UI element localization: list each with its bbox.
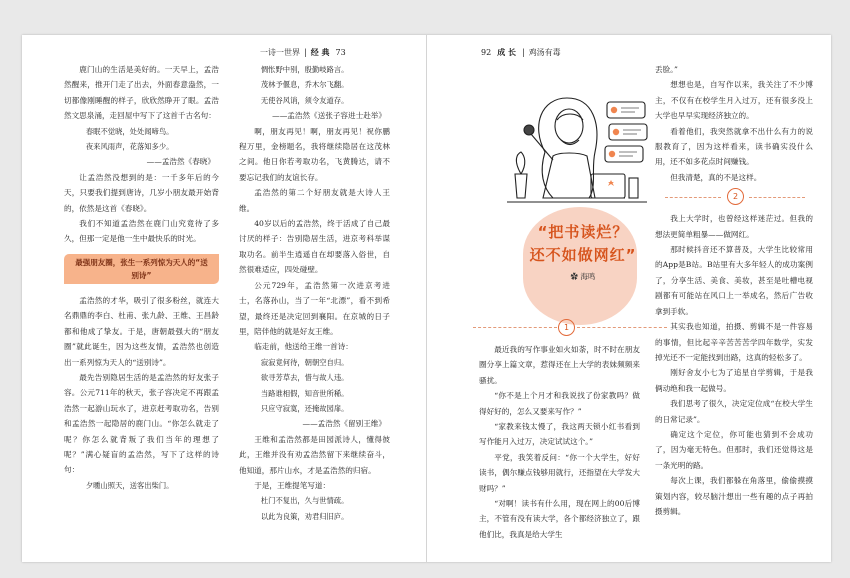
left-column-1 [64,62,219,493]
paragraph: 每次上课，我们都躲在角落里，偷偷摸摸策划内容，较尽脑汁想出一些有趣的点子再拍摄剪辑。 [655,476,813,516]
poem-citation: ——孟浩然《留别王维》 [302,419,386,429]
header-section: 成 长 [497,47,516,57]
poem-citation: ——孟浩然《送张子容进士赴举》 [272,111,386,121]
divider [665,197,721,198]
paragraph: 我们不知道孟浩然在鹿门山究竟待了多久，但那一定是他一生中最快乐的时光。 [64,219,219,244]
article-title [523,221,643,267]
article-author: ✿ 海鸣 [570,272,596,281]
poem-citation: ——孟浩然《春晓》 [146,157,215,167]
paragraph: 那时候抖音还不算普及，大学生比较常用的App是B站。B站里有大多年轻人的成功案例了，分享生活、美食、美妆，甚至是吐槽电视剧都有可能站在风口上一举成名，然后广告收拿到手软。 [655,245,813,316]
paragraph: 最先告别隐居生活的是孟浩然的好友张子容。公元711年的秋天，张子容决定不再跟孟浩然一起游山玩水了，进京赶考取功名，告别和孟浩然一起隐居的鹿门山。“你怎么就走了呢？你怎么就背叛了我们当年的理想了呢？”满心疑盲的孟浩然，写下了这样的诗句： [64,372,219,475]
paragraph: 看着他们，我突然就拿不出什么有力的说服教育了，因为这样看来，读书确实没什么用，还不如多花点时间赚钱。 [655,126,813,167]
poem-line: 寂寂竟何待，朝朝空自归。 [260,357,349,367]
section-2-divider [655,185,813,211]
header-topic: 鸡汤有毒 [528,48,561,57]
right-page [427,35,831,562]
paragraph: 丢脸。” [655,65,678,74]
poem-line: 春眠不觉晓，处处闻啼鸟。 [85,126,174,136]
divider [577,327,667,328]
poem-line: 以此为良策，劝君归旧庐。 [260,511,349,521]
paragraph: “家教来钱太慢了，我这两天锁小红书看到写作能月入过万，决定试试这个。” [479,422,640,447]
paragraph: 想想也是，自写作以来，我关注了不少博主，不仅有在校学生月入过万，还有很多没上大学也早早实现经济独立的。 [655,80,813,121]
subheading: 最强朋友圈，张生一系列惊为天人的“送别诗” [64,254,219,284]
book-spread [22,35,831,562]
paragraph: 临走前，他送给王维一首诗： [254,342,353,352]
right-column-1 [479,342,640,542]
poem-line: 当路谁相假，知音世所稀。 [260,388,349,398]
divider [749,197,805,198]
title-line-2: 还不如做网红” [529,246,637,264]
poem-line: 杜门不复出，久与世情疏。 [260,496,349,506]
left-page-header: 一诗一世界 | 经 典 73 [260,47,346,57]
paragraph: 我上大学时，也曾经这样迷茫过。但我的想法更简单粗暴——做网红。 [655,214,813,239]
poem-line: 无使谷风诮，须令友道存。 [260,95,349,105]
paragraph: 其实我也知道，拍摄、剪辑不是一件容易的事情，但比起辛辛苦苦苦学四年数学，实发掉光还不一定能找到出路，这真的轻松多了。 [655,322,813,362]
paragraph: “你不是上个月才和我说找了份家教吗？做得好好的，怎么又要来写作？” [479,391,640,416]
paragraph: 于是，王维提笔写道： [254,480,331,490]
poem-line: 夕曛山照天，送客出柴门。 [85,480,174,490]
paragraph: 孟浩然的第二个好朋友就是大诗人王维。 [239,188,390,213]
paragraph: “对啊！读书有什么用，现在网上的00后博主，不管有没有读大学，各个都经济独立了，跟他们比，我真是给大学生 [479,499,640,539]
paragraph: 啊，朋友再见！啊，朋友再见！祝你鹏程万里，金榜题名，我将继续隐居在这茂林之间。他日你若考取功名，飞黄腾达，请不要忘记我们的友谊长存。 [239,126,390,182]
poem-line: 欲寻芳草去，惜与故人违。 [260,373,349,383]
poem-line: 夜来风雨声，花落知多少。 [85,142,174,152]
left-column-2 [239,62,390,524]
girl-with-laptop-illustration [497,90,657,212]
poem-line: 只应守寂寞，还掩故园扉。 [260,403,349,413]
paragraph: 刚好舍友小七为了追星自学剪辑，于是我俩动绝和我一起做号。 [655,368,813,393]
paragraph: 我们思考了很久，决定定位成“在校大学生的日常记录”。 [655,399,813,424]
paragraph: 公元729年，孟浩然第一次进京考进士，名落孙山，当了一年“北漂”，看不到希望，最终还是决定回到襄阳。在京城的日子里，陪伴他的就是好友王维。 [239,280,390,336]
right-page-header: 92 成 长 | 鸡汤有毒 [481,47,561,57]
title-line-1: “把书读烂？ [537,223,629,241]
page-number: 92 [481,48,492,57]
page-number: 73 [335,48,346,57]
paragraph: 王维和孟浩然都是田园派诗人，懂得彼此，王维并没有劝孟浩然留下来继续奋斗，他知道，那片山水，才是孟浩然的归宿。 [239,434,390,475]
paragraph: 让孟浩然没想到的是：一千多年后的今天，只要我们提到唐诗，几岁小朋友最开始背的，依然是这首《春晓》。 [64,172,219,213]
paragraph: 鹿门山的生活是美好的。一天早上，孟浩然醒来，推开门走了出去，外面春意盎然，一切都像刚睡醒的样子，欣欣然睁开了眼。孟浩然文思泉涌，走回屋中写下了这首千古名句： [64,65,219,121]
paragraph: 但我清楚，真的不是这样。 [670,172,762,182]
section-number-2: 2 [727,188,744,205]
poem-line: 茂林予偃息，乔木尔飞翻。 [260,80,349,90]
poem-line: 惆怅野中别，殷勤岐路言。 [260,65,349,74]
header-series: 一诗一世界 [260,48,300,57]
right-column-2 [655,62,813,519]
paragraph: 最近我的写作事业如火如荼，时不时在朋友圈分享上篇文章，惹得还在上大学的表妹频频来骚扰。 [479,345,640,385]
left-page [22,35,426,562]
divider [473,327,557,328]
paragraph: 确定这个定位，你可能也猜到不会成功了，因为毫无特色。但那时，我们还觉得这是一条光明的路。 [655,429,813,470]
section-number-1: 1 [558,319,575,336]
paragraph: 平党，我笑着反问：“你一个大学生，好好读书，偶尔赚点钱够用就行，还指望在大学发大财吗？” [479,452,640,493]
paragraph: 孟浩然的才华，吸引了很多粉丝，就连大名鼎鼎的李白、杜甫、张九龄、王维、王昌龄都和他成了挚友。于是，唐朝最强大的“朋友圈”就此诞生，因为这些友情，孟浩然也创造出一系列惊为天人的“送别诗”。 [64,295,219,367]
paragraph: 40岁以后的孟浩然，终于活成了自己最讨厌的样子：告别隐居生活，进京考科举谋取功名。前半生逍遥自在却要落入俗世，自然很难适应，四处碰壁。 [239,219,390,275]
header-section: 经 典 [310,47,330,57]
